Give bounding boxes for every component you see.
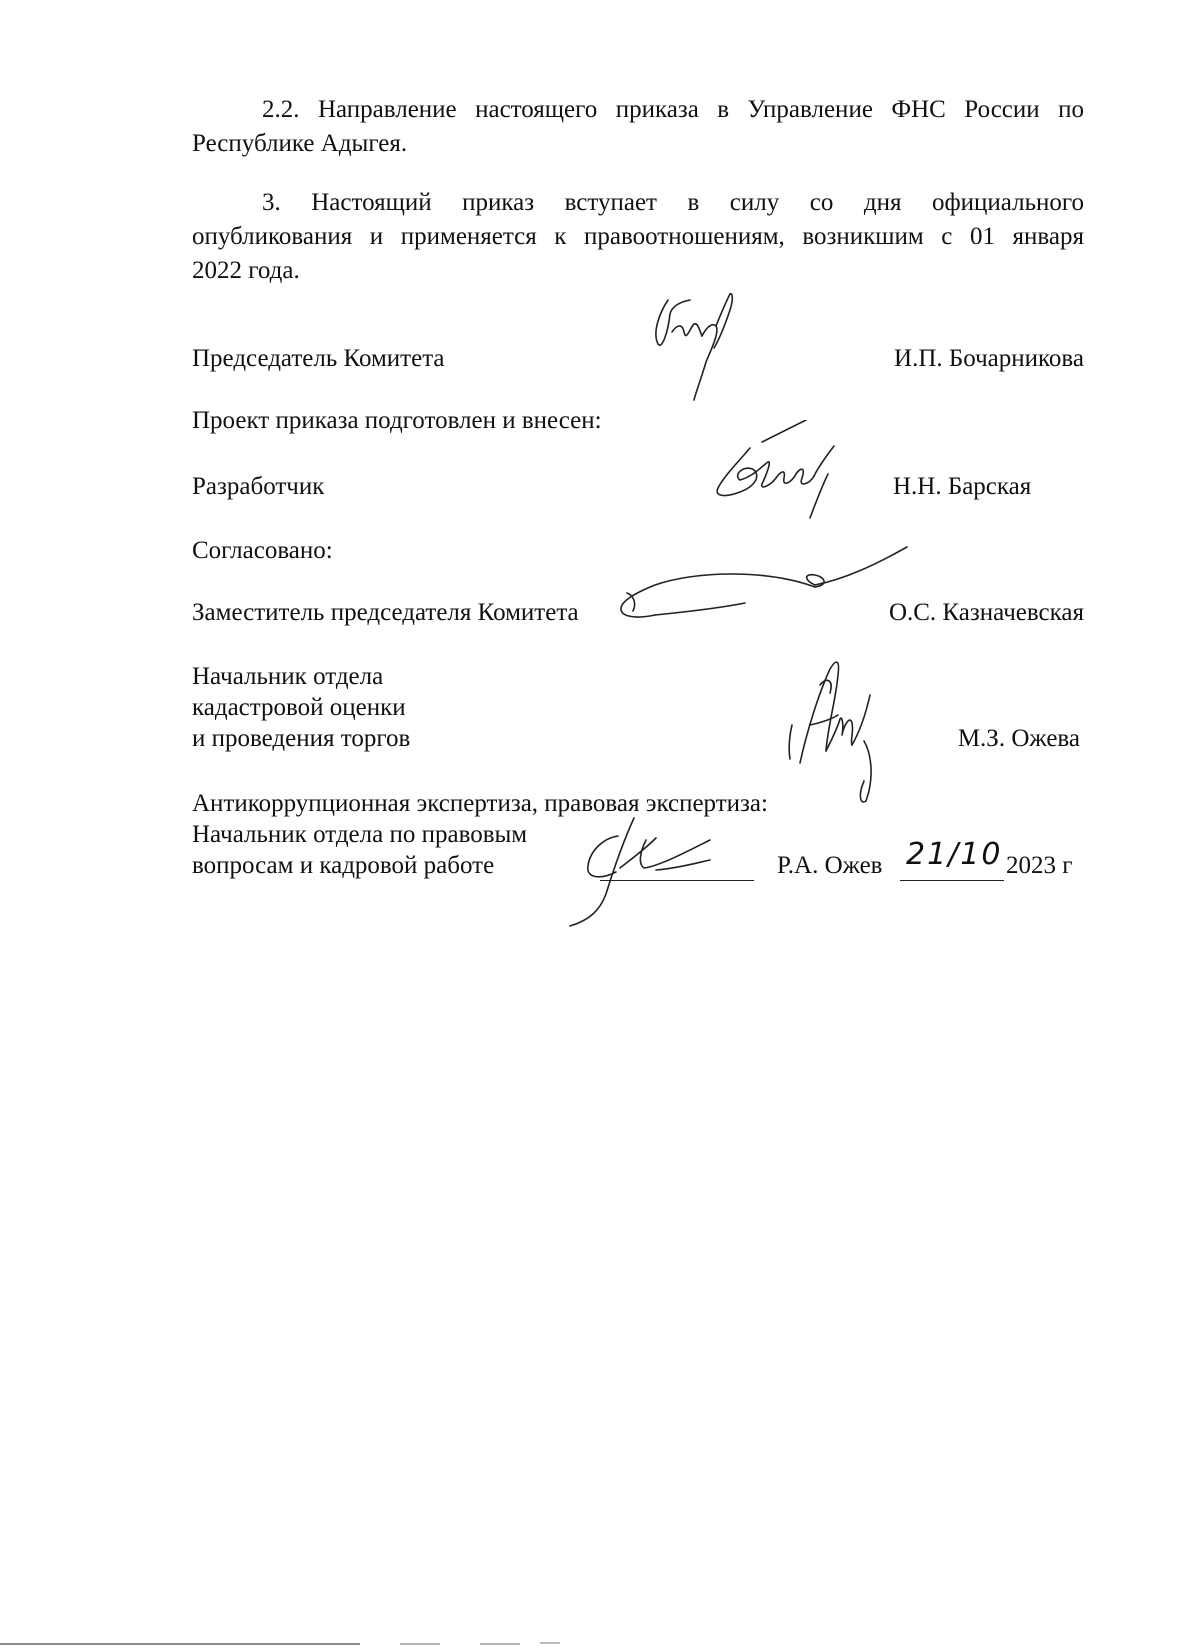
cadastral-position-line-1: Начальник отдела <box>192 663 384 690</box>
cadastral-position-line-2: кадастровой оценки <box>192 694 406 721</box>
paragraph-3-line-2: опубликования и применяется к правоотношениям, возникшим с 01 января <box>192 223 1084 250</box>
paragraph-2-2-line-1: 2.2. Направление настоящего приказа в Управление ФНС России по <box>262 96 1084 123</box>
developer-name: Н.Н. Барская <box>893 473 1032 500</box>
legal-name: Р.А. Ожев <box>777 852 883 879</box>
paragraph-2-2 <box>192 93 1084 161</box>
paragraph-3 <box>192 186 1084 288</box>
expertise-heading: Антикоррупционная экспертиза, правовая экспертиза: <box>192 790 768 817</box>
legal-signature <box>560 810 760 930</box>
cadastral-position-line-3: и проведения торгов <box>192 725 411 752</box>
prepared-heading: Проект приказа подготовлен и внесен: <box>192 407 602 434</box>
paragraph-2-2-line-2: Республике Адыгея. <box>192 130 408 157</box>
cadastral-name: М.З. Ожева <box>957 725 1080 752</box>
chairman-signature <box>650 292 760 404</box>
developer-position: Разработчик <box>192 473 325 500</box>
agreed-heading: Согласовано: <box>192 537 333 564</box>
legal-date-line <box>900 880 1004 881</box>
deputy-position: Заместитель председателя Комитета <box>192 599 579 626</box>
deputy-name: О.С. Казначевская <box>888 599 1084 626</box>
cadastral-signature <box>780 655 890 805</box>
chairman-name: И.П. Бочарникова <box>894 345 1084 372</box>
legal-position-line-2: вопросам и кадровой работе <box>192 852 495 879</box>
paragraph-3-line-1: 3. Настоящий приказ вступает в силу со дня официального <box>262 189 1084 216</box>
legal-handwritten-date: 21/10 <box>906 837 1003 872</box>
deputy-signature <box>615 545 915 635</box>
legal-year-suffix: 2023 г <box>1006 852 1073 879</box>
developer-signature <box>710 420 850 524</box>
scan-edge-artifact <box>0 1640 1200 1648</box>
paragraph-3-line-3: 2022 года. <box>192 257 300 284</box>
legal-position-line-1: Начальник отдела по правовым <box>192 821 528 848</box>
chairman-position: Председатель Комитета <box>192 345 445 372</box>
